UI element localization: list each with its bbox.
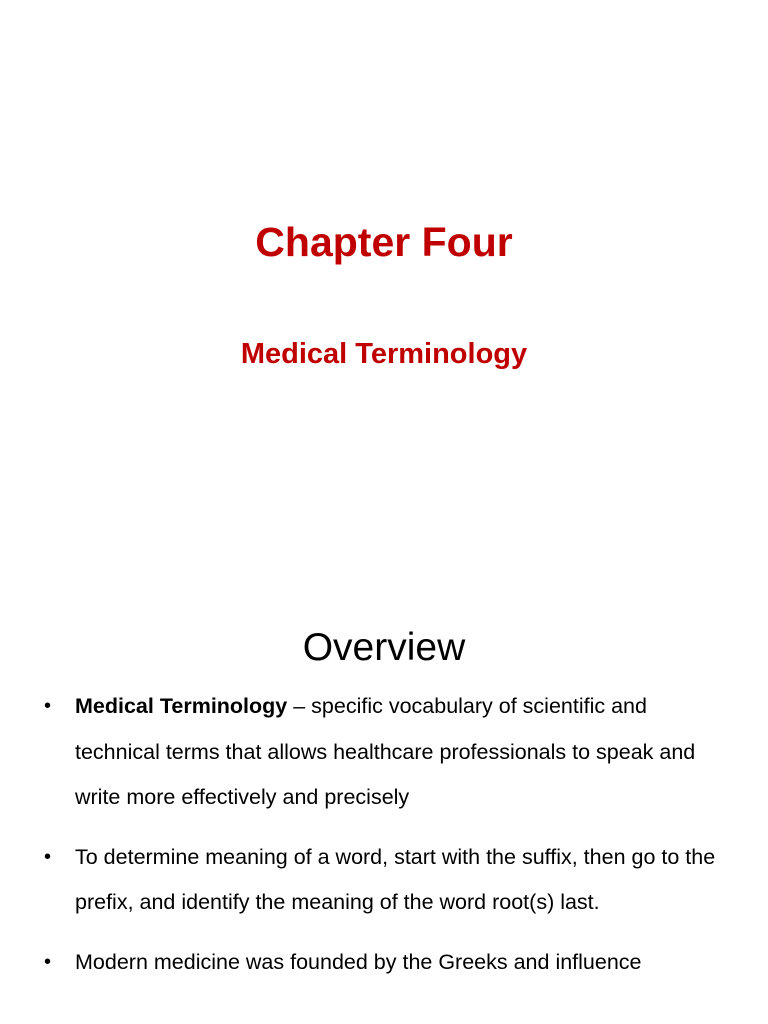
bullet-item-word-meaning	[0, 835, 768, 926]
overview-heading: Overview	[302, 626, 466, 669]
bullet-term: Medical Terminology	[75, 694, 288, 718]
bullet-text: – specific vocabulary of scientific and technical terms that allows healthcare professionals to speak and write more effectively and precisely	[75, 694, 696, 809]
bullet-item-history	[0, 940, 768, 986]
bullet-dot-icon: •	[44, 845, 52, 868]
chapter-subtitle: Medical Terminology	[240, 338, 528, 370]
overview-slide	[0, 576, 768, 1024]
chapter-title: Chapter Four	[255, 219, 513, 265]
bullet-dot-icon: •	[44, 950, 52, 973]
bullet-dot-icon: •	[44, 695, 52, 717]
bullet-item-definition	[0, 684, 768, 821]
bullet-text: Modern medicine was founded by the Greeks and influence	[75, 949, 642, 974]
bullet-text: To determine meaning of a word, start with the suffix, then go to the prefix, and identify the meaning of the word root(s) last.	[75, 844, 716, 914]
bullet-list	[0, 684, 768, 999]
